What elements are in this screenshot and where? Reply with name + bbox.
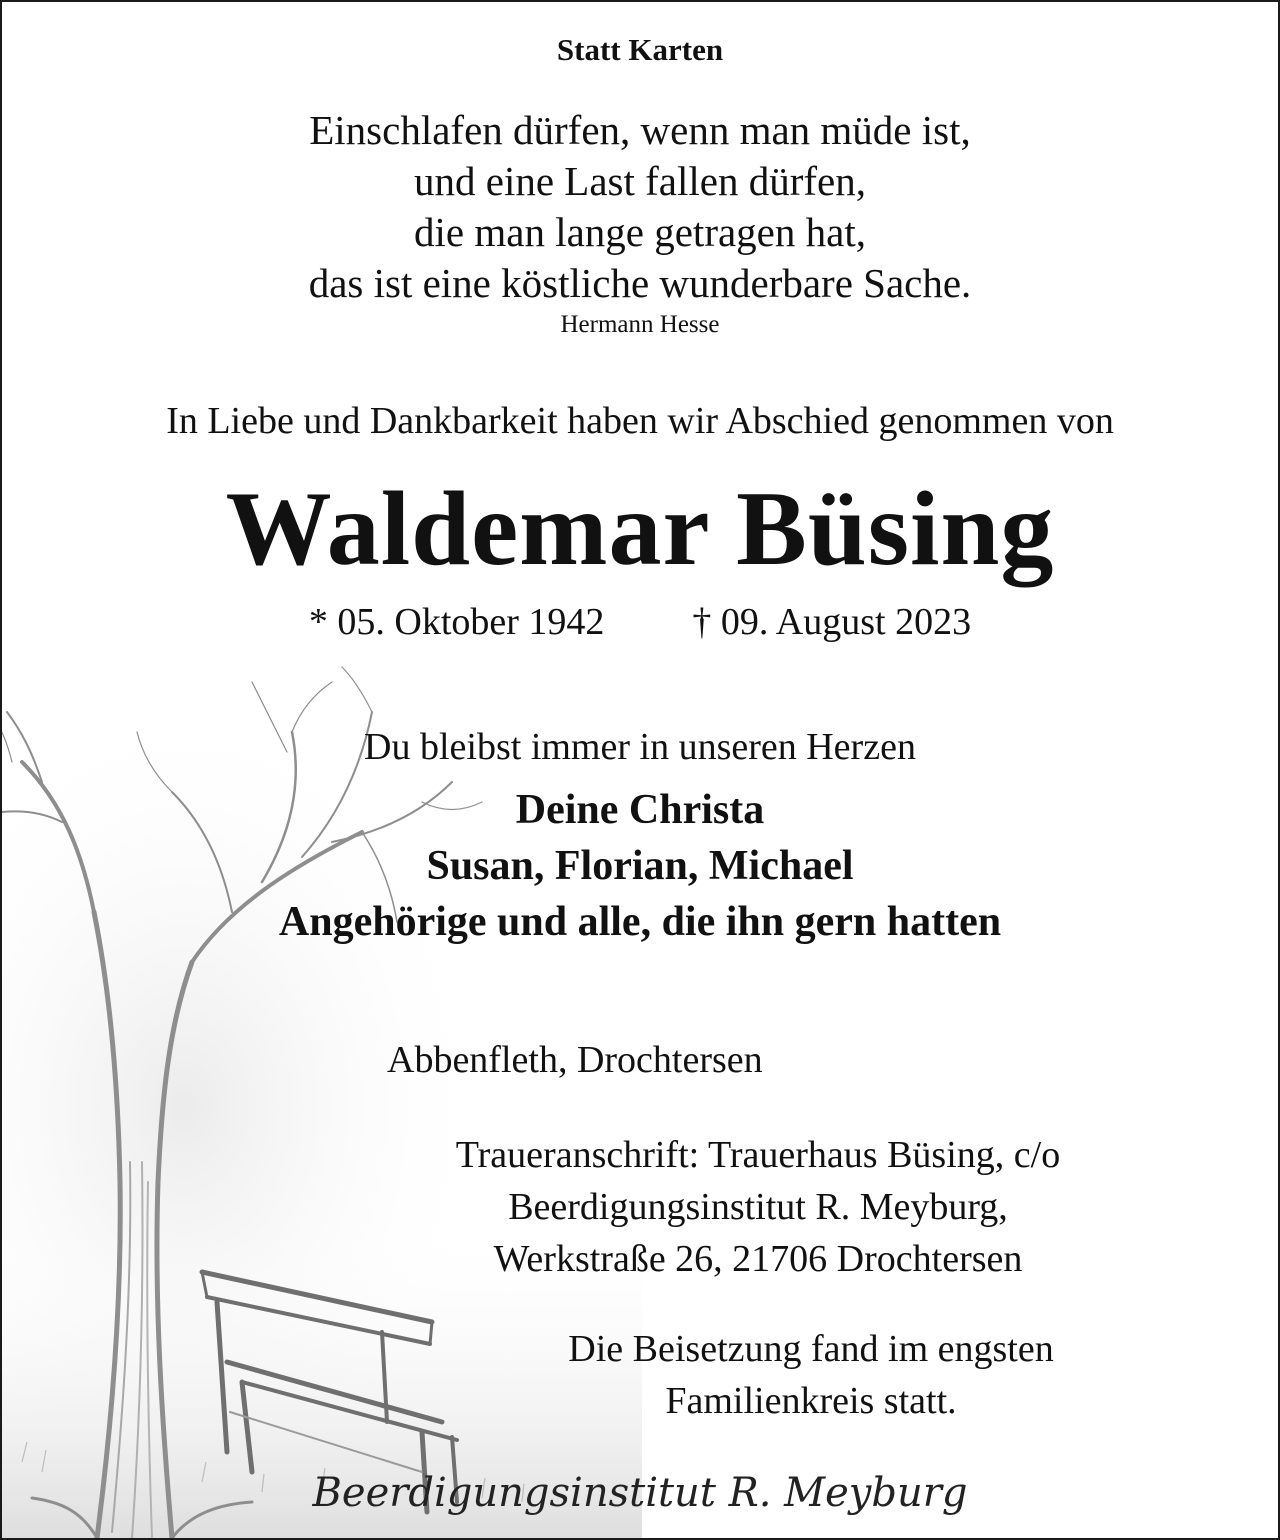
address-line: Beerdigungsinstitut R. Meyburg,	[508, 1186, 1008, 1228]
intro-text: In Liebe und Dankbarkeit haben wir Abschied genommen von	[166, 400, 1114, 442]
poem-line: die man lange getragen hat,	[414, 209, 866, 255]
burial-note-line: Familienkreis statt.	[665, 1380, 957, 1422]
life-dates	[2, 600, 1278, 644]
poem-line: Einschlafen dürfen, wenn man müde ist,	[309, 107, 971, 153]
mourner-line: Susan, Florian, Michael	[426, 843, 854, 889]
poem-author: Hermann Hesse	[560, 311, 720, 338]
deceased-name: Waldemar Büsing	[225, 470, 1055, 587]
burial-note-line: Die Beisetzung fand im engsten	[568, 1328, 1054, 1370]
mourner-line: Angehörige und alle, die ihn gern hatten	[278, 899, 1002, 945]
address-line: Traueranschrift: Trauerhaus Büsing, c/o	[455, 1134, 1061, 1176]
mourner-line: Deine Christa	[515, 787, 765, 833]
farewell-line: Du bleibst immer in unseren Herzen	[364, 726, 916, 768]
poem-line: und eine Last fallen dürfen,	[414, 158, 866, 204]
death-date: † 09. August 2023	[692, 601, 972, 643]
address-line: Werkstraße 26, 21706 Drochtersen	[493, 1238, 1023, 1280]
funeral-home-signature: Beerdigungsinstitut R. Meyburg	[312, 1470, 968, 1516]
heading-statt-karten: Statt Karten	[556, 32, 724, 67]
birth-date: * 05. Oktober 1942	[308, 601, 605, 643]
place-line: Abbenfleth, Drochtersen	[387, 1039, 763, 1081]
poem-line: das ist eine köstliche wunderbare Sache.	[308, 260, 972, 306]
